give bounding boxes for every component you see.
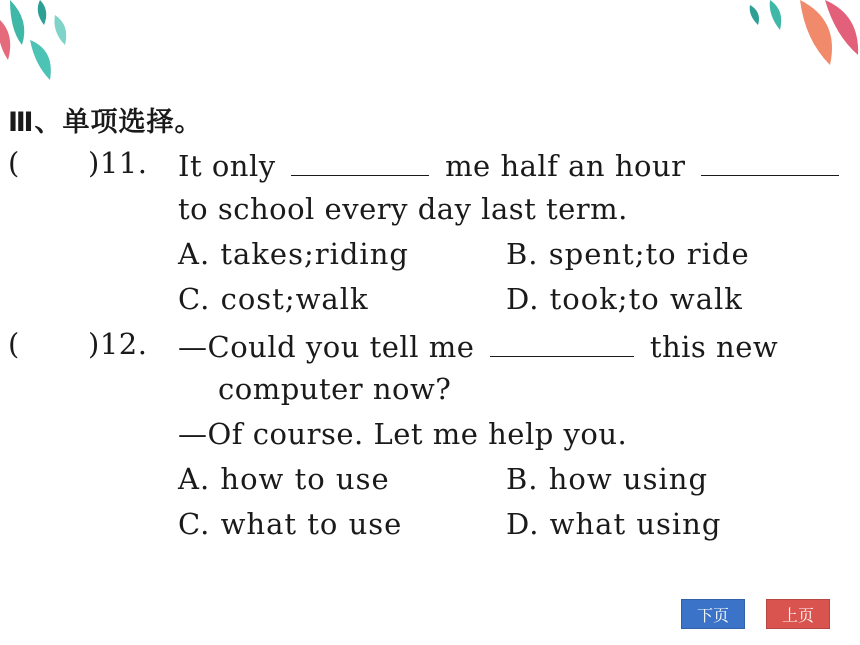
option-key: A. <box>178 462 211 496</box>
answer-blank <box>291 146 429 176</box>
option-key: D. <box>506 507 540 541</box>
option-12-d <box>506 507 721 541</box>
option-key: B. <box>506 462 539 496</box>
answer-paren-11: ( <box>8 146 20 180</box>
question-12-line1 <box>178 327 778 364</box>
answer-paren-12: ( <box>8 327 20 361</box>
option-text: cost;walk <box>220 282 369 316</box>
option-11-c <box>178 282 369 316</box>
option-text: spent;to ride <box>548 237 750 271</box>
leaf-decoration-left <box>0 0 80 90</box>
option-text: how to use <box>220 462 390 496</box>
previous-page-button[interactable]: 上页 <box>766 599 830 629</box>
option-11-b <box>506 237 750 271</box>
option-key: C. <box>178 507 211 541</box>
option-key: D. <box>506 282 540 316</box>
next-page-button[interactable]: 下页 <box>681 599 745 629</box>
option-text: took;to walk <box>549 282 743 316</box>
option-12-a <box>178 462 390 496</box>
question-11-text-a: It only <box>178 149 276 183</box>
question-12-line3: —Of course. Let me help you. <box>178 417 628 451</box>
question-12-line2: computer now? <box>218 372 452 406</box>
question-number-12: )12. <box>88 327 148 361</box>
question-11-line1 <box>178 146 845 183</box>
section-heading: Ⅲ、单项选择。 <box>8 107 203 138</box>
answer-blank <box>490 327 634 357</box>
option-11-a <box>178 237 409 271</box>
option-key: A. <box>178 237 211 271</box>
question-12-text-a: —Could you tell me <box>178 330 475 364</box>
option-text: what to use <box>220 507 403 541</box>
leaf-decoration-right <box>740 0 860 70</box>
question-11-text-b: me half an hour <box>445 149 686 183</box>
question-11-line2: to school every day last term. <box>178 192 628 226</box>
question-number-11: )11. <box>88 146 148 180</box>
question-12-text-b: this new <box>649 330 779 364</box>
option-key: B. <box>506 237 539 271</box>
option-text: takes;riding <box>220 237 409 271</box>
option-11-d <box>506 282 743 316</box>
option-text: what using <box>549 507 722 541</box>
option-12-b <box>506 462 708 496</box>
option-key: C. <box>178 282 211 316</box>
option-12-c <box>178 507 402 541</box>
option-text: how using <box>548 462 709 496</box>
answer-blank <box>701 146 839 176</box>
